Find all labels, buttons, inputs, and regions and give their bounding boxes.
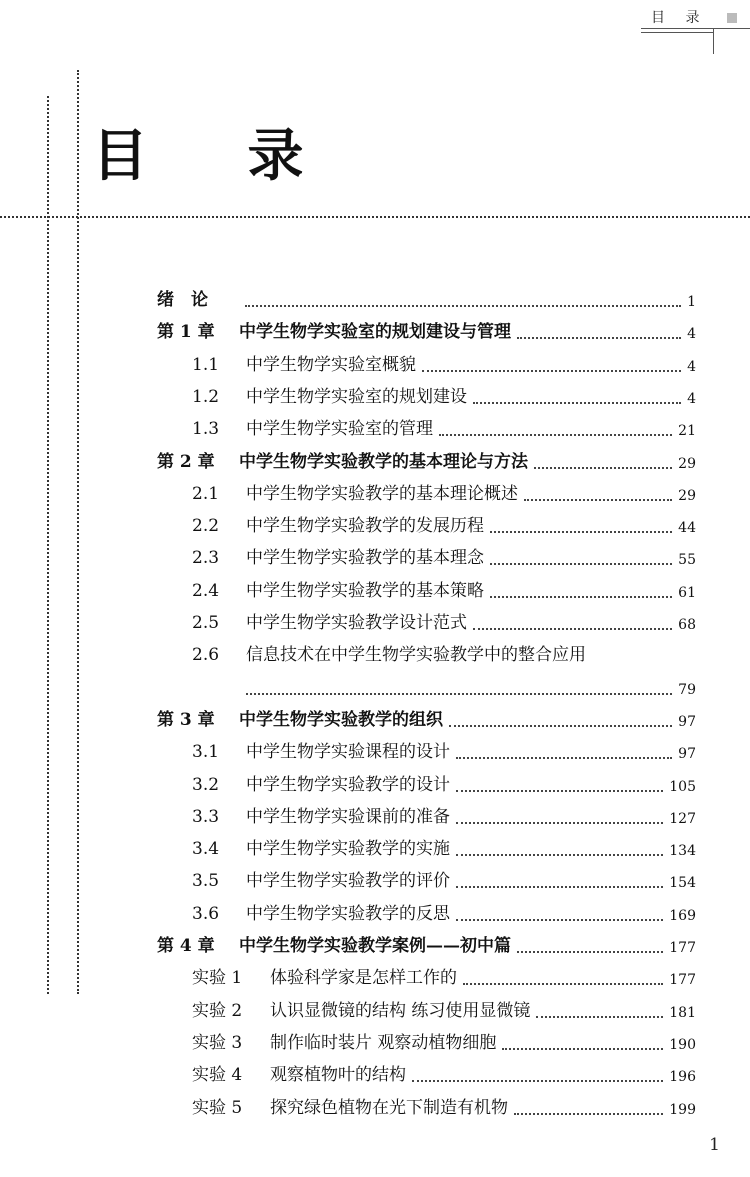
- toc-entry-number: 3.6: [192, 903, 220, 924]
- toc-entry-heading: [192, 996, 530, 1026]
- dot-leader: [534, 467, 672, 469]
- toc-entry-number: 3.3: [192, 806, 220, 827]
- dot-leader: [456, 854, 663, 856]
- toc-entry-title: 中学生物学实验教学案例——初中篇: [239, 936, 511, 956]
- dot-leader: [490, 563, 672, 565]
- toc-entry-number: 第 4 章: [157, 936, 215, 956]
- dot-leader: [422, 370, 681, 372]
- toc-entry-heading: [192, 382, 467, 412]
- toc-entry-number: 1.1: [192, 354, 220, 375]
- toc-entry: [0, 350, 750, 380]
- toc-entry-heading: [157, 285, 239, 315]
- toc-entry: [0, 1060, 750, 1090]
- toc-entry-number: 实验 1: [192, 968, 243, 989]
- dot-leader: [245, 305, 681, 307]
- dot-leader: [517, 951, 663, 953]
- toc-entry: [0, 382, 750, 412]
- toc-entry-heading: [192, 543, 484, 573]
- toc-entry-title: 中学生物学实验教学的发展历程: [246, 516, 484, 537]
- dot-leader: [473, 402, 681, 404]
- toc-entry: [0, 673, 750, 703]
- toc-entry-heading: [192, 899, 450, 929]
- header-square-icon: [727, 13, 737, 23]
- toc-entry: [0, 770, 750, 800]
- toc-entry-page: 105: [669, 778, 696, 795]
- toc-entry-page: 68: [678, 617, 696, 633]
- toc-entry: [0, 543, 750, 573]
- toc-entry-page: 196: [669, 1069, 696, 1086]
- page-title: 目 录: [92, 123, 344, 189]
- dot-leader: [463, 983, 663, 985]
- toc-entry-number: 2.2: [192, 516, 220, 537]
- dot-leader: [490, 596, 672, 598]
- toc-entry-number: 2.1: [192, 483, 220, 504]
- toc-entry-heading: [192, 479, 518, 509]
- header-vertical-rule: [713, 28, 714, 54]
- toc-entry-title: 中学生物学实验教学的基本理论与方法: [239, 451, 528, 472]
- toc-entry-number: 3.2: [192, 774, 220, 795]
- toc-entry-heading: [192, 511, 484, 541]
- toc-entry-number: 绪 论: [157, 290, 208, 310]
- toc-entry-number: 3.5: [192, 871, 220, 892]
- toc-entry-number: 2.3: [192, 548, 220, 569]
- toc-entry-number: 3.4: [192, 839, 220, 860]
- toc-entry-heading: [192, 802, 450, 832]
- toc-entry-page: 154: [669, 875, 696, 892]
- toc-entry: [0, 996, 750, 1026]
- running-header: [641, 4, 745, 28]
- page-number: 1: [709, 1135, 720, 1155]
- toc-entry: [0, 866, 750, 896]
- toc-entry-heading: [192, 640, 586, 670]
- dotted-horizontal-line: [0, 216, 750, 218]
- toc-entry-heading: [192, 770, 450, 800]
- toc-entry-title: 中学生物学实验室概貌: [246, 354, 416, 375]
- toc-entry-number: 实验 3: [192, 1032, 243, 1053]
- toc-entry: [0, 608, 750, 638]
- toc-entry-title: 中学生物学实验课程的设计: [246, 742, 450, 763]
- toc-entry: [0, 1028, 750, 1058]
- toc-entry: [0, 511, 750, 541]
- toc-entry-heading: [192, 608, 467, 638]
- toc-entry-title: 中学生物学实验室的规划建设与管理: [239, 322, 511, 343]
- toc-entry-number: 第 2 章: [157, 451, 215, 472]
- toc-entry: [0, 1093, 750, 1123]
- toc-entry-page: 177: [669, 940, 696, 956]
- toc-entry-heading: [192, 737, 450, 767]
- toc-entry-title: 中学生物学实验教学的基本策略: [246, 580, 484, 601]
- dot-leader: [456, 886, 663, 888]
- toc-entry-number: 2.4: [192, 580, 220, 601]
- toc-entry-page: 29: [678, 455, 696, 472]
- dot-leader: [456, 757, 672, 759]
- dot-leader: [456, 822, 663, 824]
- toc-entry-heading: [192, 576, 484, 606]
- dot-leader: [456, 790, 663, 792]
- header-rule-short: [641, 32, 713, 33]
- toc-entry-heading: [192, 866, 450, 896]
- toc-entry: [0, 640, 750, 670]
- toc-entry-heading: [157, 705, 443, 735]
- toc-entry-page: 177: [669, 972, 696, 989]
- toc-entry-title: 中学生物学实验室的管理: [246, 419, 433, 440]
- dot-leader: [502, 1048, 663, 1050]
- running-header-text: 目 录: [651, 10, 708, 26]
- toc-entry-heading: [192, 1028, 496, 1058]
- toc-entry-page: 4: [687, 358, 696, 375]
- toc-entry-title: 中学生物学实验教学的基本理论概述: [246, 483, 518, 504]
- toc-entry-title: 中学生物学实验教学设计范式: [246, 613, 467, 633]
- toc-entry-page: 61: [678, 584, 696, 601]
- toc-entry-page: 29: [678, 487, 696, 504]
- toc-entry-heading: [192, 414, 433, 444]
- toc-entry-title: 中学生物学实验室的规划建设: [246, 386, 467, 407]
- toc-entry-page: 190: [669, 1036, 696, 1053]
- toc-entry-page: 79: [678, 681, 696, 698]
- dot-leader: [246, 693, 672, 695]
- toc-entry-title: 中学生物学实验教学的实施: [246, 839, 450, 860]
- toc-entry-page: 55: [678, 552, 696, 569]
- toc-entry-page: 127: [669, 810, 696, 827]
- toc-entry-heading: [192, 963, 457, 993]
- toc-entry: [0, 317, 750, 347]
- toc-entry: [0, 931, 750, 961]
- toc-entry-number: 实验 4: [192, 1065, 243, 1086]
- toc-entry-number: 3.1: [192, 742, 220, 763]
- toc-entry-heading: [157, 317, 511, 347]
- toc-entry-title: 认识显微镜的结构 练习使用显微镜: [270, 1000, 531, 1021]
- toc-entry-page: 4: [687, 326, 696, 343]
- toc-entry-page: 1: [687, 294, 696, 310]
- dot-leader: [456, 919, 663, 921]
- toc-entry: [0, 479, 750, 509]
- toc-entry: [0, 899, 750, 929]
- toc-entry-heading: [192, 350, 416, 380]
- dot-leader: [514, 1113, 663, 1115]
- toc-entry-number: 第 1 章: [157, 322, 215, 343]
- toc-entry: [0, 834, 750, 864]
- toc-entry-title: 中学生物学实验教学的评价: [246, 871, 450, 892]
- toc-entry-number: 第 3 章: [157, 709, 215, 730]
- toc-entry: [0, 447, 750, 477]
- dot-leader: [439, 434, 672, 436]
- toc-entry-title: 观察植物叶的结构: [270, 1065, 406, 1086]
- toc-entry-title: 中学生物学实验教学的反思: [246, 903, 450, 924]
- dot-leader: [412, 1080, 663, 1082]
- toc-entry-page: 97: [678, 746, 696, 763]
- toc-entry-number: 2.5: [192, 613, 220, 633]
- toc-entry-title: 中学生物学实验教学的组织: [239, 709, 443, 730]
- toc-entry-number: 1.2: [192, 386, 220, 407]
- dot-leader: [490, 531, 672, 533]
- toc-entry-page: 181: [669, 1004, 696, 1021]
- toc-entry-number: 2.6: [192, 645, 220, 666]
- dot-leader: [524, 499, 672, 501]
- toc-entry: [0, 802, 750, 832]
- toc-entry-title: 中学生物学实验教学的设计: [246, 774, 450, 795]
- toc-entry-title: 中学生物学实验课前的准备: [246, 806, 450, 827]
- toc-entry: [0, 414, 750, 444]
- toc-entry-page: 44: [678, 520, 696, 537]
- toc-entry-page: 97: [678, 713, 696, 730]
- toc-entry-title: 中学生物学实验教学的基本理念: [246, 548, 484, 569]
- toc-entry: [0, 963, 750, 993]
- toc-entry-title: 体验科学家是怎样工作的: [270, 968, 457, 989]
- header-rule: [641, 28, 750, 29]
- toc-entry-heading: [192, 1093, 508, 1123]
- toc-entry-title: 制作临时装片 观察动植物细胞: [270, 1032, 497, 1053]
- dot-leader: [536, 1016, 663, 1018]
- toc-entry-number: 实验 2: [192, 1000, 243, 1021]
- toc-entry-page: 134: [669, 843, 696, 860]
- toc-entry-number: 实验 5: [192, 1097, 243, 1118]
- toc-entry: [0, 576, 750, 606]
- toc-entry-title: 探究绿色植物在光下制造有机物: [270, 1097, 508, 1118]
- toc-entry-number: 1.3: [192, 419, 220, 440]
- dot-leader: [449, 725, 672, 727]
- dot-leader: [517, 337, 681, 339]
- toc-entry-heading: [157, 447, 528, 477]
- toc-entry-heading: [192, 834, 450, 864]
- toc-entry-page: 199: [669, 1101, 696, 1118]
- toc-entry-page: 169: [669, 907, 696, 924]
- toc-entry-title: 信息技术在中学生物学实验教学中的整合应用: [246, 645, 586, 666]
- toc-entry-page: 21: [678, 423, 696, 440]
- toc-entry: [0, 737, 750, 767]
- toc-entry-heading: [192, 1060, 406, 1090]
- toc-entry: [0, 705, 750, 735]
- toc-entry-heading: [157, 931, 511, 961]
- toc-entry-page: 4: [687, 390, 696, 407]
- toc-entry: [0, 285, 750, 315]
- dot-leader: [473, 628, 672, 630]
